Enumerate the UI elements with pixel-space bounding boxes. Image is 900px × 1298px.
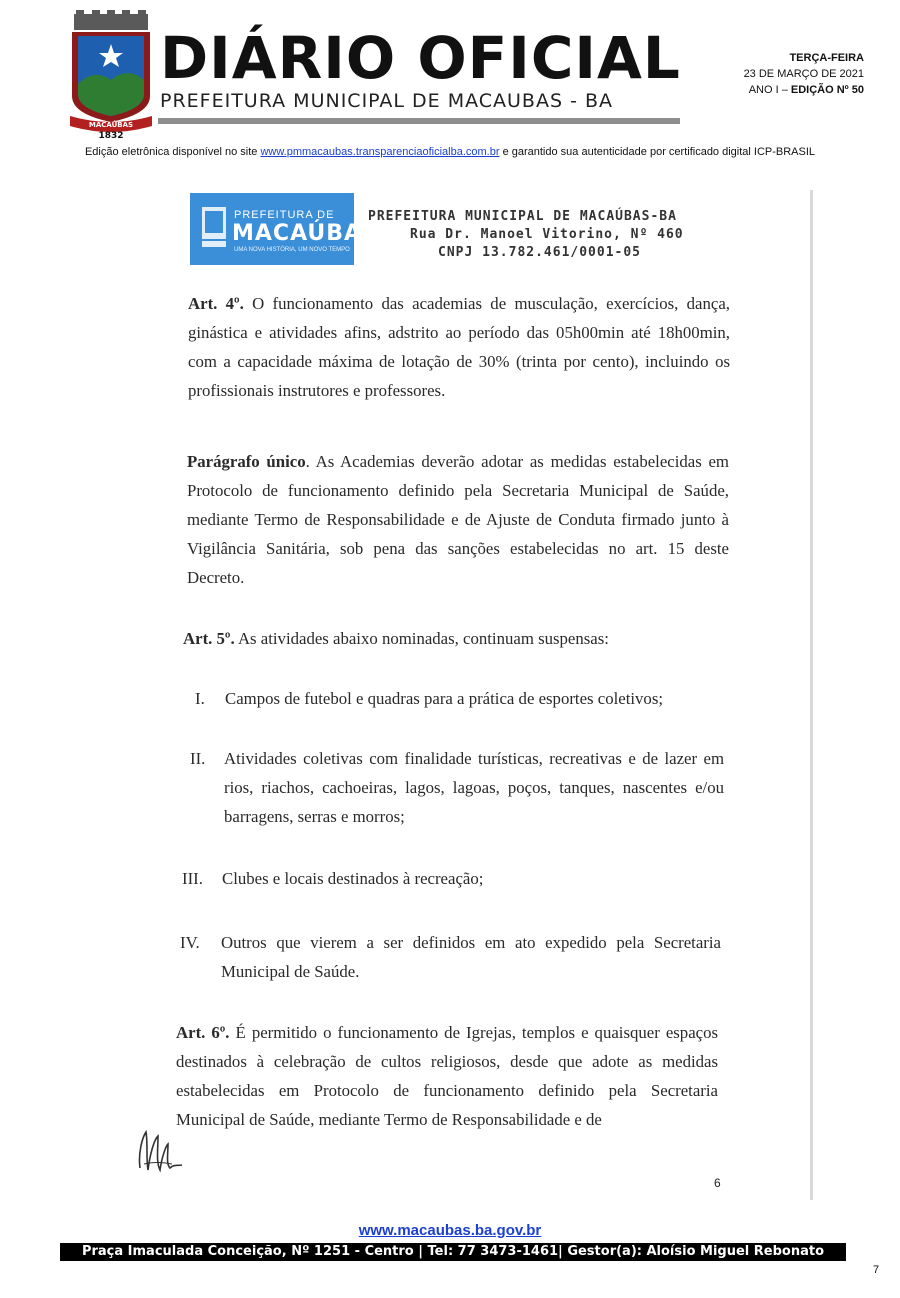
logo-big-text: MACAÚBAS [232,221,379,246]
article-4-label: Art. 4º. [188,294,244,313]
article-5 [183,624,728,653]
list-item-number: III. [182,869,203,888]
article-5-text: As atividades abaixo nominadas, continuam suspensas: [234,629,609,648]
newspaper-subtitle: PREFEITURA MUNICIPAL DE MACAUBAS - BA [160,90,613,112]
weekday: TERÇA-FEIRA [789,52,864,64]
edition-line [744,82,864,98]
sole-paragraph-text: . As Academias deverão adotar as medidas estabelecidas em Protocolo de funcionamento definido pela Secretaria Municipal de Saúde, mediante Termo de Responsabilidade e de Ajuste de Conduta firmado junto à Vigilância Sanitária, sob pena das sanções estabelecidas no art. 15 deste Decreto. [187,452,729,587]
letterhead-line-2: Rua Dr. Manoel Vitorino, Nº 460 [410,227,684,242]
list-item [195,684,725,714]
list-item-text: Clubes e locais destinados à recreação; [222,869,484,888]
list-item [190,744,725,834]
list-item [180,928,722,988]
list-item-text: Outros que vierem a ser definidos em ato expedido pela Secretaria Municipal de Saúde. [221,933,721,981]
electronic-edition-notice [0,146,900,158]
footer-address-bar: Praça Imaculada Conceição, Nº 1251 - Centro | Tel: 77 3473-1461| Gestor(a): Aloísio Miguel Rebonato [60,1243,846,1261]
article-6-label: Art. 6º. [176,1023,230,1042]
logo-tagline: UMA NOVA HISTÓRIA, UM NOVO TEMPO [234,247,350,253]
edition-number: EDIÇÃO Nº 50 [790,84,864,96]
article-6 [176,1018,718,1134]
list-item-text: Campos de futebol e quadras para a prática de esportes coletivos; [225,689,664,708]
municipal-site-link[interactable]: www.macaubas.ba.gov.br [358,1222,542,1239]
letterhead-line-3: CNPJ 13.782.461/0001-05 [438,245,642,260]
logo-small-text: PREFEITURA DE [234,209,335,221]
footer-site [0,1222,900,1239]
article-4-text: O funcionamento das academias de musculação, exercícios, dança, ginástica e atividades afins, adstrito ao período das 05h00min até 18h00min, com a capacidade máxima de lotação de 30% (trinta por cento), incluindo os profissionais instrutores e professores. [188,294,730,400]
notice-text-before: Edição eletrônica disponível no site [84,146,261,158]
article-4 [188,289,730,405]
crest-year: 1832 [98,131,124,140]
publication-date: 23 DE MARÇO DE 2021 [743,68,864,80]
logo-crest-icon [202,207,226,249]
notice-text-after: e garantido sua autenticidade por certificado digital ICP-BRASIL [499,146,816,158]
edition-year: ANO I – [748,84,791,96]
transparency-site-link[interactable]: www.pmmacaubas.transparenciaoficialba.com.br [260,146,500,158]
list-item-number: IV. [180,933,200,952]
newspaper-title: DIÁRIO OFICIAL [160,24,681,92]
sole-paragraph [187,447,729,592]
article-5-label: Art. 5º. [183,629,235,648]
letterhead-stamp [368,208,684,262]
inner-page-number: 6 [714,1176,721,1190]
list-item-number: II. [190,749,206,768]
list-item-number: I. [195,689,205,708]
sole-paragraph-label: Parágrafo único [187,452,306,471]
edition-info [744,50,864,98]
letterhead-line-1: PREFEITURA MUNICIPAL DE MACAÚBAS-BA [368,209,677,224]
handwritten-initials-signature [136,1124,184,1176]
list-item-text: Atividades coletivas com finalidade turísticas, recreativas e de lazer em rios, riachos, cachoeiras, lagos, lagoas, poços, tanques, nascentes e/ou barragens, serras e morros; [224,749,724,826]
prefeitura-logo [190,193,379,265]
municipal-crest-logo [70,10,152,140]
page-number: 7 [873,1264,880,1276]
list-item [182,864,722,894]
crest-banner-text: MACAÚBAS [88,121,134,129]
scan-edge-shadow [810,190,813,1200]
article-6-text: É permitido o funcionamento de Igrejas, templos e quaisquer espaços destinados à celebração de cultos religiosos, desde que adote as medidas estabelecidas em Protocolo de funcionamento definido pela Secretaria Municipal de Saúde, mediante Termo de Responsabilidade e de [176,1023,719,1129]
title-underline [158,118,680,124]
